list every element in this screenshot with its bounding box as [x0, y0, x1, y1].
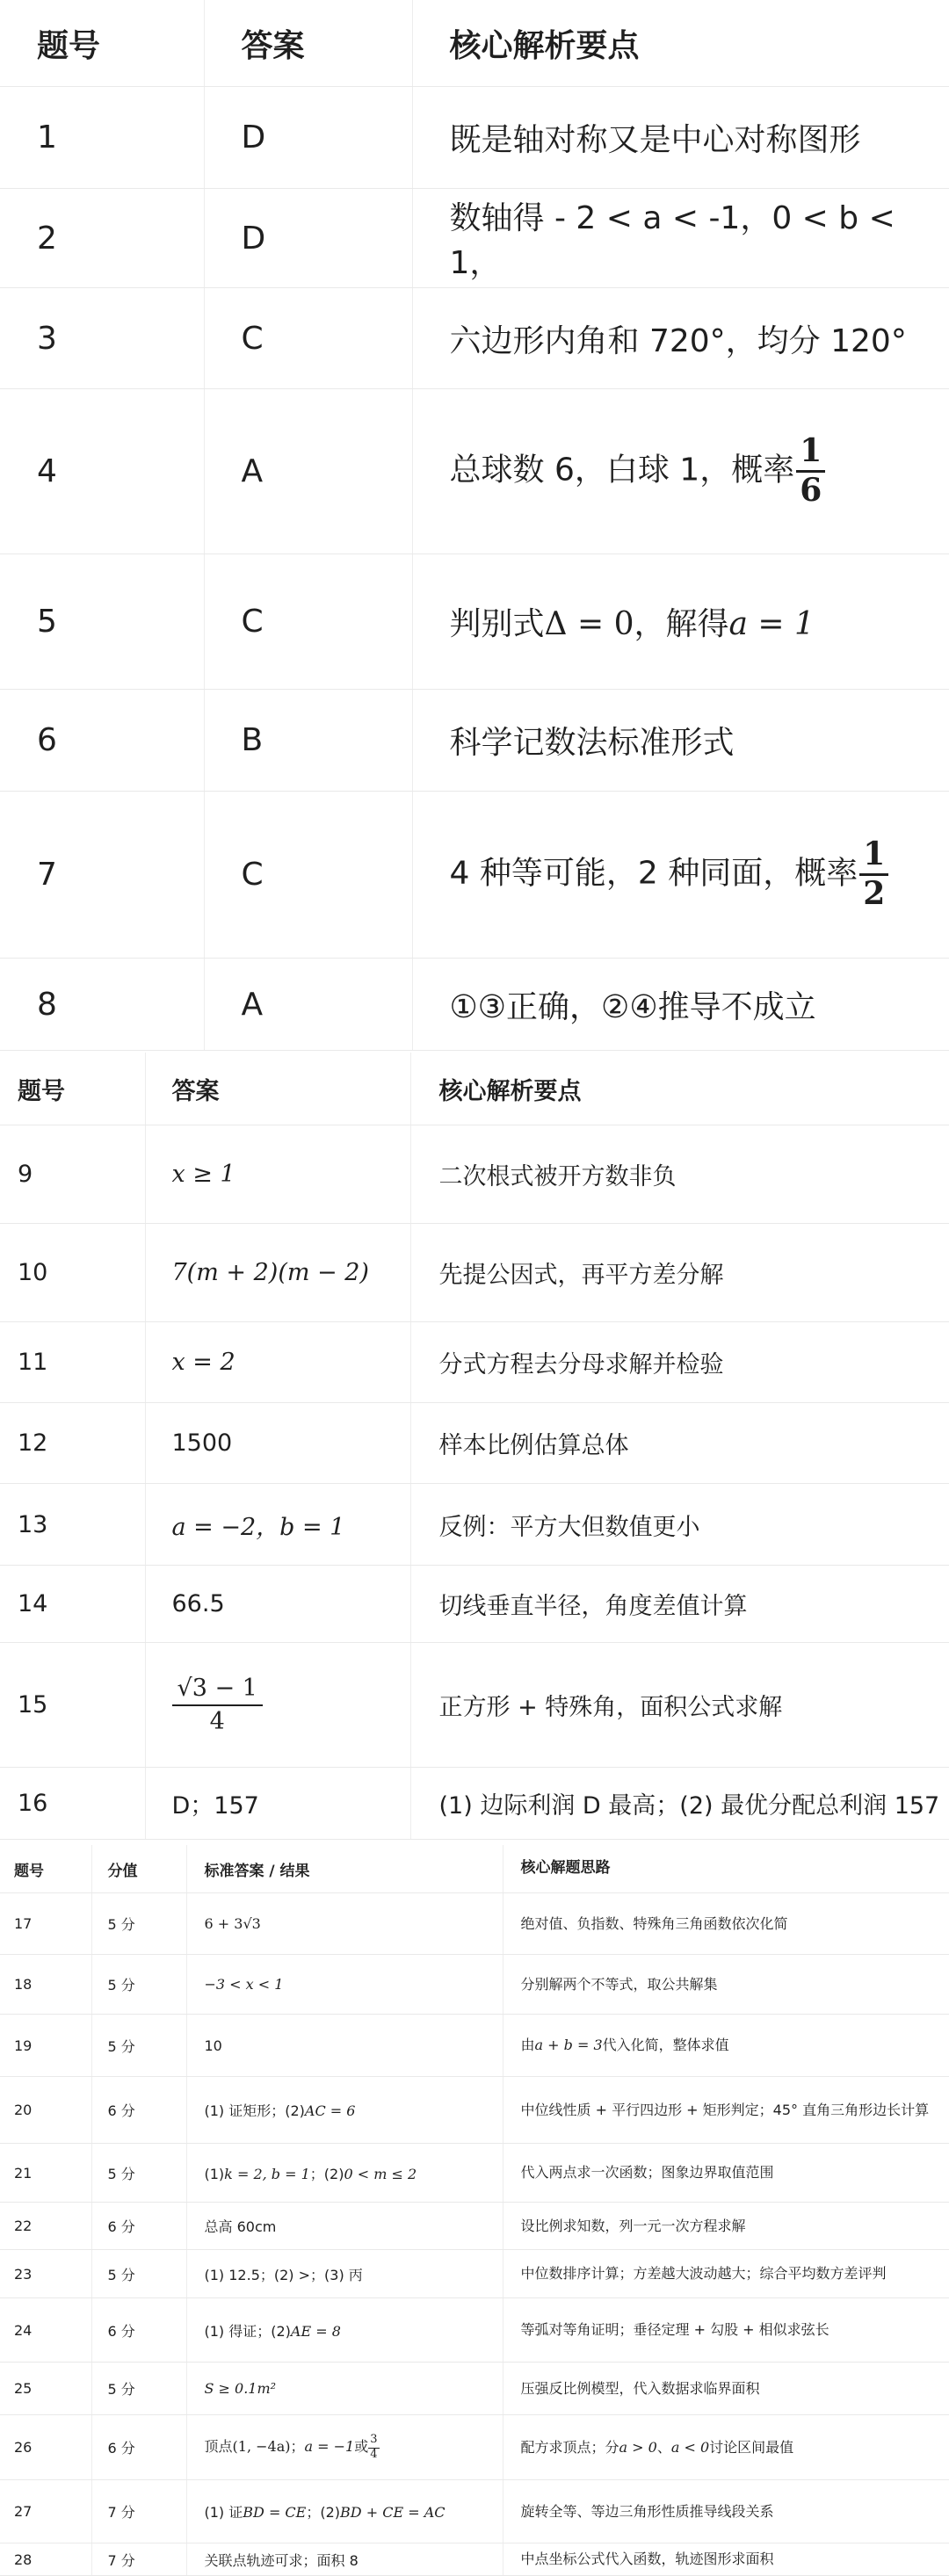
table-row: [0, 2363, 949, 2415]
key-analysis: 分式方程去分母求解并检验: [410, 1322, 949, 1403]
table-row: [0, 1768, 949, 1840]
math-expression: a = 1: [728, 606, 815, 642]
key-analysis: 科学记数法标准形式: [412, 690, 949, 792]
table-row: [0, 189, 949, 288]
solving-idea: 中位线性质 + 平行四边形 + 矩形判定；45° 直角三角形边长计算: [503, 2077, 949, 2144]
math-expression: a = −1: [304, 2438, 355, 2455]
solving-idea: 中位数排序计算；方差越大波动越大；综合平均数方差评判: [503, 2250, 949, 2298]
table-row: [0, 554, 949, 690]
question-no: 24: [0, 2298, 91, 2363]
idea-text: 配方求顶点；分: [520, 2438, 619, 2456]
header-question-no: 题号: [0, 1845, 91, 1893]
key-analysis: 正方形 + 特殊角，面积公式求解: [410, 1643, 949, 1768]
fraction-denominator: 4: [370, 2447, 378, 2461]
answer-text: (1) 证: [204, 2504, 243, 2521]
table-row: [0, 2203, 949, 2250]
header-question-no: 题号: [0, 0, 204, 87]
header-score: 分值: [91, 1845, 186, 1893]
question-no: 10: [0, 1224, 145, 1322]
question-no: 25: [0, 2363, 91, 2415]
table-row: [0, 2298, 949, 2363]
table-row: [0, 288, 949, 389]
solving-idea: 绝对值、负指数、特殊角三角函数依次化简: [503, 1893, 949, 1955]
key-analysis: 数轴得 - 2 < a < -1，0 < b < 1，: [412, 189, 949, 288]
question-no: 4: [0, 389, 204, 554]
answer-table-1-8: [0, 0, 949, 1050]
math-expression: AC = 6: [304, 2102, 356, 2119]
question-no: 2: [0, 189, 204, 288]
score: 7 分: [91, 2543, 186, 2576]
key-analysis: 既是轴对称又是中心对称图形: [412, 87, 949, 189]
question-no: 13: [0, 1484, 145, 1566]
table-row: [0, 959, 949, 1051]
fraction-numerator: 1: [796, 435, 825, 473]
table-row: [0, 2415, 949, 2480]
fraction-numerator: √3 − 1: [172, 1675, 263, 1706]
question-no: 23: [0, 2250, 91, 2298]
answer: A: [204, 959, 412, 1051]
probability-fraction: [796, 432, 825, 509]
question-no: 27: [0, 2480, 91, 2543]
question-no: 22: [0, 2203, 91, 2250]
header-standard-answer: 标准答案 / 结果: [186, 1845, 503, 1893]
table-row: [0, 2015, 949, 2077]
standard-answer: 关联点轨迹可求；面积 8: [186, 2543, 503, 2576]
solving-idea: 压强反比例模型，代入数据求临界面积: [503, 2363, 949, 2415]
answer: D: [204, 87, 412, 189]
standard-answer: −3 < x < 1: [186, 1955, 503, 2015]
table-row: [0, 1403, 949, 1484]
question-no: 17: [0, 1893, 91, 1955]
standard-answer: [186, 2415, 503, 2480]
idea-text: 讨论区间最值: [709, 2438, 794, 2456]
answer: C: [204, 554, 412, 690]
answer: 1500: [145, 1403, 410, 1484]
table-row: [0, 2543, 949, 2576]
answer: 66.5: [145, 1566, 410, 1643]
math-expression: k = 2, b = 1: [224, 2165, 310, 2182]
header-key-analysis: 核心解析要点: [412, 0, 949, 87]
table-row: [0, 1955, 949, 2015]
math-expression: (1, −4a): [232, 2438, 291, 2455]
analysis-text: 总球数 6，白球 1，概率: [449, 452, 795, 488]
standard-answer: (1) 12.5；(2) >；(3) 丙: [186, 2250, 503, 2298]
table-header-row: [0, 1845, 949, 1893]
score: 6 分: [91, 2077, 186, 2144]
question-no: 5: [0, 554, 204, 690]
solving-idea: [503, 2415, 949, 2480]
standard-answer: [186, 2480, 503, 2543]
key-analysis: 反例：平方大但数值更小: [410, 1484, 949, 1566]
solving-idea: 设比例求知数，列一元一次方程求解: [503, 2203, 949, 2250]
key-analysis: [412, 792, 949, 959]
solving-idea: 分别解两个不等式，取公共解集: [503, 1955, 949, 2015]
question-no: 21: [0, 2144, 91, 2203]
math-expression: Δ = 0: [544, 606, 634, 642]
header-solving-idea: 核心解题思路: [503, 1845, 949, 1893]
answer: C: [204, 288, 412, 389]
table-header-row: [0, 1053, 949, 1125]
solving-idea: 旋转全等、等边三角形性质推导线段关系: [503, 2480, 949, 2543]
analysis-text: 判别式: [449, 606, 545, 642]
table-row: [0, 2144, 949, 2203]
answer-text: (1) 得证；(2): [204, 2322, 291, 2340]
math-expression: 0 < m ≤ 2: [344, 2165, 417, 2182]
table-q9-16: [0, 1053, 949, 1840]
header-question-no: 题号: [0, 1053, 145, 1125]
table-row: [0, 389, 949, 554]
solving-idea: 代入两点求一次函数；图象边界取值范围: [503, 2144, 949, 2203]
answer: x = 2: [145, 1322, 410, 1403]
table-row: [0, 2250, 949, 2298]
answer-table-9-16: [0, 1053, 949, 1839]
standard-answer: S ≥ 0.1m²: [186, 2363, 503, 2415]
answer: a = −2，b = 1: [145, 1484, 410, 1566]
question-no: 28: [0, 2543, 91, 2576]
table-row: [0, 1893, 949, 1955]
question-no: 11: [0, 1322, 145, 1403]
answer-text: (1) 证矩形；(2): [204, 2102, 305, 2119]
key-analysis: 六边形内角和 720°，均分 120°: [412, 288, 949, 389]
question-no: 3: [0, 288, 204, 389]
answer: 7(m + 2)(m − 2): [145, 1224, 410, 1322]
standard-answer: [186, 2077, 503, 2144]
table-row: [0, 1224, 949, 1322]
math-expression: a < 0: [670, 2438, 710, 2456]
table-row: [0, 1566, 949, 1643]
answer: A: [204, 389, 412, 554]
standard-answer: 总高 60cm: [186, 2203, 503, 2250]
question-no: 19: [0, 2015, 91, 2077]
score: 5 分: [91, 2363, 186, 2415]
table-row: [0, 2480, 949, 2543]
score: 6 分: [91, 2298, 186, 2363]
idea-text: 、: [656, 2438, 671, 2456]
answer: D；157: [145, 1768, 410, 1840]
score: 5 分: [91, 2144, 186, 2203]
math-expression: AE = 8: [290, 2322, 341, 2340]
idea-text: 代入化简，整体求值: [602, 2037, 729, 2053]
question-no: 12: [0, 1403, 145, 1484]
answer-fraction: [172, 1675, 263, 1734]
solving-idea: 等弧对等角证明；垂径定理 + 勾股 + 相似求弦长: [503, 2298, 949, 2363]
math-expression: a > 0: [619, 2438, 657, 2456]
answer: C: [204, 792, 412, 959]
analysis-text: ，解得: [634, 606, 729, 642]
idea-text: 由: [520, 2037, 535, 2053]
score: 5 分: [91, 2250, 186, 2298]
question-no: 15: [0, 1643, 145, 1768]
question-no: 9: [0, 1125, 145, 1224]
answer-text: (1): [204, 2165, 225, 2182]
fraction-denominator: 2: [863, 875, 886, 912]
math-expression: BD + CE = AC: [340, 2504, 446, 2521]
standard-answer: 10: [186, 2015, 503, 2077]
question-no: 14: [0, 1566, 145, 1643]
answer: x ≥ 1: [145, 1125, 410, 1224]
answer: D: [204, 189, 412, 288]
probability-fraction: [859, 838, 888, 911]
fraction-numerator: 1: [859, 838, 888, 876]
answer-text: ；(2): [309, 2165, 344, 2182]
question-no: 20: [0, 2077, 91, 2144]
score: 5 分: [91, 2015, 186, 2077]
answer-text: ；: [290, 2438, 305, 2455]
score: 5 分: [91, 1893, 186, 1955]
table-row: [0, 1643, 949, 1768]
question-no: 1: [0, 87, 204, 189]
key-analysis: 二次根式被开方数非负: [410, 1125, 949, 1224]
math-expression: a + b = 3: [534, 2037, 603, 2053]
header-key-analysis: 核心解析要点: [410, 1053, 949, 1125]
key-analysis: (1) 边际利润 D 最高；(2) 最优分配总利润 157: [410, 1768, 949, 1840]
fraction-denominator: 4: [209, 1707, 225, 1735]
score: 7 分: [91, 2480, 186, 2543]
table-row: [0, 2077, 949, 2144]
key-analysis: ①③正确，②④推导不成立: [412, 959, 949, 1051]
question-no: 8: [0, 959, 204, 1051]
question-no: 6: [0, 690, 204, 792]
key-analysis: 切线垂直半径，角度差值计算: [410, 1566, 949, 1643]
standard-answer: [186, 2298, 503, 2363]
answer-fraction: [368, 2434, 379, 2461]
table-row: [0, 87, 949, 189]
table-header-row: [0, 0, 949, 87]
table-q17-28: [0, 1845, 949, 2576]
analysis-text: 4 种等可能，2 种同面，概率: [449, 855, 858, 892]
solving-idea: [503, 2015, 949, 2077]
score: 6 分: [91, 2203, 186, 2250]
score: 5 分: [91, 1955, 186, 2015]
key-analysis: [412, 554, 949, 690]
question-no: 16: [0, 1768, 145, 1840]
standard-answer: [186, 2144, 503, 2203]
answer-text: ；(2): [306, 2504, 341, 2521]
table-row: [0, 1484, 949, 1566]
fraction-numerator: 3: [368, 2434, 379, 2448]
standard-answer: 6 + 3√3: [186, 1893, 503, 1955]
question-no: 26: [0, 2415, 91, 2480]
table-row: [0, 690, 949, 792]
header-answer: 答案: [204, 0, 412, 87]
math-expression: BD = CE: [243, 2504, 307, 2521]
answer-text: 或: [354, 2438, 369, 2455]
fraction-denominator: 6: [800, 472, 822, 509]
answer-text: 顶点: [204, 2438, 233, 2455]
question-no: 18: [0, 1955, 91, 2015]
table-q1-8: [0, 0, 949, 1051]
key-analysis: [412, 389, 949, 554]
key-analysis: 先提公因式，再平方差分解: [410, 1224, 949, 1322]
answer: B: [204, 690, 412, 792]
question-no: 7: [0, 792, 204, 959]
table-row: [0, 792, 949, 959]
solving-idea: 中点坐标公式代入函数，轨迹图形求面积: [503, 2543, 949, 2576]
table-row: [0, 1322, 949, 1403]
answer-table-17-28: [0, 1845, 949, 2575]
answer: [145, 1643, 410, 1768]
key-analysis: 样本比例估算总体: [410, 1403, 949, 1484]
table-row: [0, 1125, 949, 1224]
header-answer: 答案: [145, 1053, 410, 1125]
score: 6 分: [91, 2415, 186, 2480]
